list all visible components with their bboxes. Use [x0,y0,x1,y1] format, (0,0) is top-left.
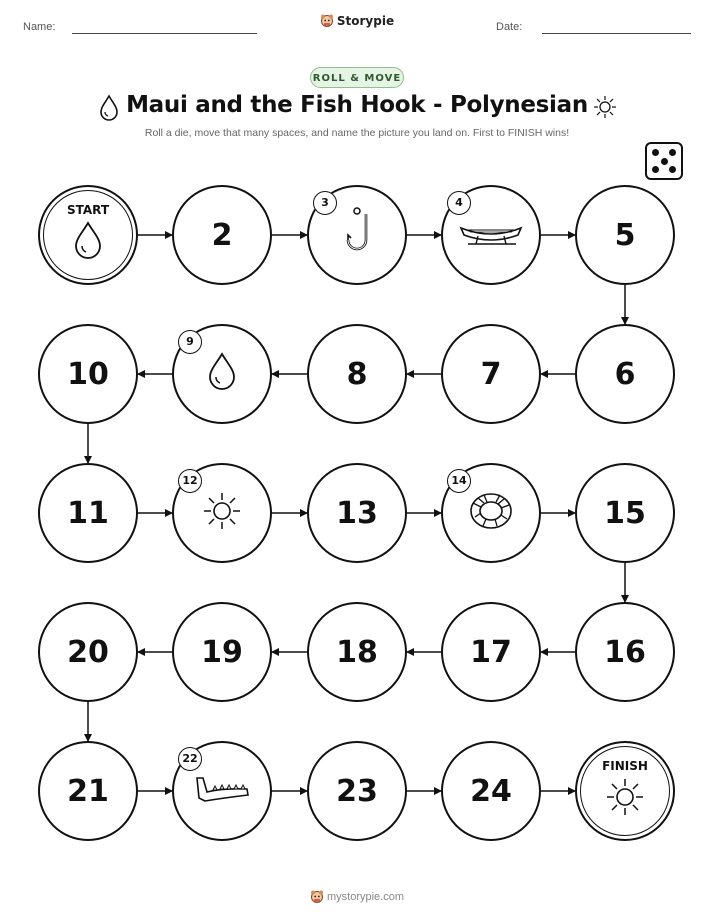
footer [0,889,714,903]
space-number: 2 [211,217,233,253]
footer-url[interactable]: mystorypie.com [326,891,405,903]
space-number: 13 [336,495,378,531]
board-space-16 [575,602,675,702]
board-space-19 [172,602,272,702]
board-space-3 [307,185,407,285]
finish-label: FINISH [602,759,648,773]
space-number: 17 [470,634,512,670]
space-number: 15 [604,495,646,531]
water-drop-icon [71,221,105,265]
space-number: 19 [201,634,243,670]
space-number: 18 [336,634,378,670]
storypie-logo-icon [310,889,324,903]
space-number: 21 [67,773,109,809]
board-space-25 [575,741,675,841]
board-space-6 [575,324,675,424]
instructions: Roll a die, move that many spaces, and name the picture you land on. First to FINISH wins! [144,127,570,139]
space-number-tag: 22 [178,747,202,771]
space-number: 8 [346,356,368,392]
space-number: 20 [67,634,109,670]
water-drop-icon [205,352,239,396]
board-space-18 [307,602,407,702]
space-number-tag: 12 [178,469,202,493]
board-space-2 [172,185,272,285]
sun-icon [201,490,243,536]
space-number: 6 [614,356,636,392]
page-title: Maui and the Fish Hook - Polynesian [126,92,588,118]
board-space-24 [441,741,541,841]
board-space-12 [172,463,272,563]
fish-hook-icon [340,206,374,264]
space-number: 7 [480,356,502,392]
board-space-1 [38,185,138,285]
board-space-23 [307,741,407,841]
board-space-17 [441,602,541,702]
space-number-tag: 9 [178,330,202,354]
space-number: 10 [67,356,109,392]
space-number-tag: 4 [447,191,471,215]
date-label: Date: [496,21,523,33]
board-space-9 [172,324,272,424]
board-space-8 [307,324,407,424]
space-number: 24 [470,773,512,809]
name-label: Name: [23,21,56,33]
canoe-icon [458,218,524,252]
space-number: 11 [67,495,109,531]
sun-icon [604,776,646,822]
start-label: START [66,203,110,217]
space-number: 23 [336,773,378,809]
woven-rope-icon [467,489,515,537]
jawbone-icon [193,774,251,808]
space-number-tag: 3 [313,191,337,215]
board-space-5 [575,185,675,285]
board-space-10 [38,324,138,424]
brand-name: Storypie [336,14,395,28]
board-space-13 [307,463,407,563]
board-space-22 [172,741,272,841]
board-space-21 [38,741,138,841]
board-space-11 [38,463,138,563]
board-space-20 [38,602,138,702]
space-number: 16 [604,634,646,670]
board-space-4 [441,185,541,285]
space-number-tag: 14 [447,469,471,493]
board-space-7 [441,324,541,424]
board-space-14 [441,463,541,563]
roll-and-move-badge: ROLL & MOVE [310,67,404,88]
space-number: 5 [614,217,636,253]
board-space-15 [575,463,675,563]
